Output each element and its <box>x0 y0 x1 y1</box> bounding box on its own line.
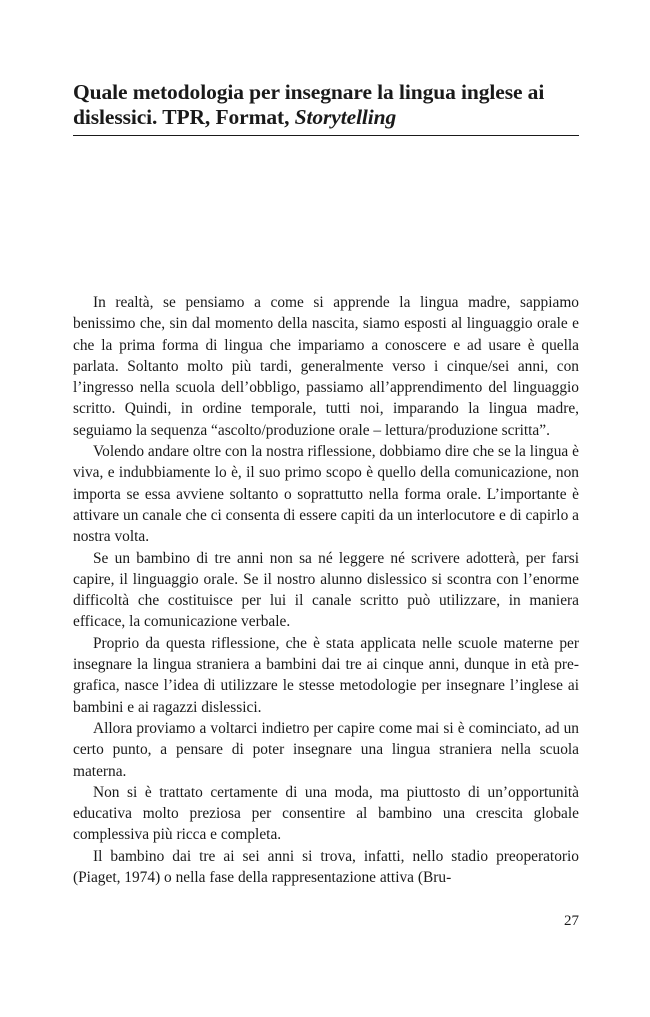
paragraph: Allora proviamo a voltarci indietro per capire come mai si è cominciato, ad un certo punto, a pensare di poter insegnare una lingua straniera nella scuola materna. <box>73 719 579 780</box>
chapter-title-main: Quale metodologia per insegnare la lingua inglese ai dislessici. TPR, Format, <box>73 80 545 129</box>
chapter-title-italic: Storytelling <box>294 105 397 129</box>
body-text <box>73 292 579 888</box>
paragraph: Il bambino dai tre ai sei anni si trova, infatti, nello stadio preoperatorio (Piaget, 1974) o nella fase della rappresentazione attiva (Bru- <box>73 847 579 887</box>
paragraph: Non si è trattato certamente di una moda, ma piuttosto di un’opportunità educativa molto preziosa per consentire al bambino una crescita globale complessiva più ricca e completa. <box>73 783 579 844</box>
title-underline-rule <box>73 135 579 136</box>
paragraph: Proprio da questa riflessione, che è stata applicata nelle scuole materne per insegnare la lingua straniera a bambini dai tre ai cinque anni, dunque in età pre-grafica, nasce l’idea di utilizzare le stesse metodologie per insegnare l’inglese ai bambini e ai ragazzi dislessici. <box>73 634 579 716</box>
paragraph: Volendo andare oltre con la nostra riflessione, dobbiamo dire che se la lingua è viva, e indubbiamente lo è, il suo primo scopo è quello della comunicazione, non importa se essa avviene soltanto o soprattutto nella forma orale. L’importante è attivare un canale che ci consenta di essere capiti da un interlocutore e di capirlo a nostra volta. <box>73 443 579 546</box>
paragraph: In realtà, se pensiamo a come si apprende la lingua madre, sappiamo benissimo che, sin dal momento della nascita, siamo esposti al linguaggio orale e che la prima forma di lingua che impariamo a conoscere e ad usare è quella parlata. Soltanto molto più tardi, generalmente verso i cinque/sei anni, con l’ingresso nella scuola dell’obbligo, passiamo all’apprendimento del linguaggio scritto. Quindi, in ordine temporale, tutti noi, imparando la lingua madre, seguiamo la sequenza “ascolto/produzione orale – lettura/produzione scritta”. <box>73 294 579 439</box>
paragraph: Se un bambino di tre anni non sa né leggere né scrivere adotterà, per farsi capire, il linguaggio orale. Se il nostro alunno dislessico si scontra con l’enorme difficoltà che costituisce per lui il canale scritto può utilizzare, in maniera efficace, la comunicazione verbale. <box>73 549 579 631</box>
page-number: 27 <box>564 913 579 929</box>
chapter-title <box>73 80 579 130</box>
